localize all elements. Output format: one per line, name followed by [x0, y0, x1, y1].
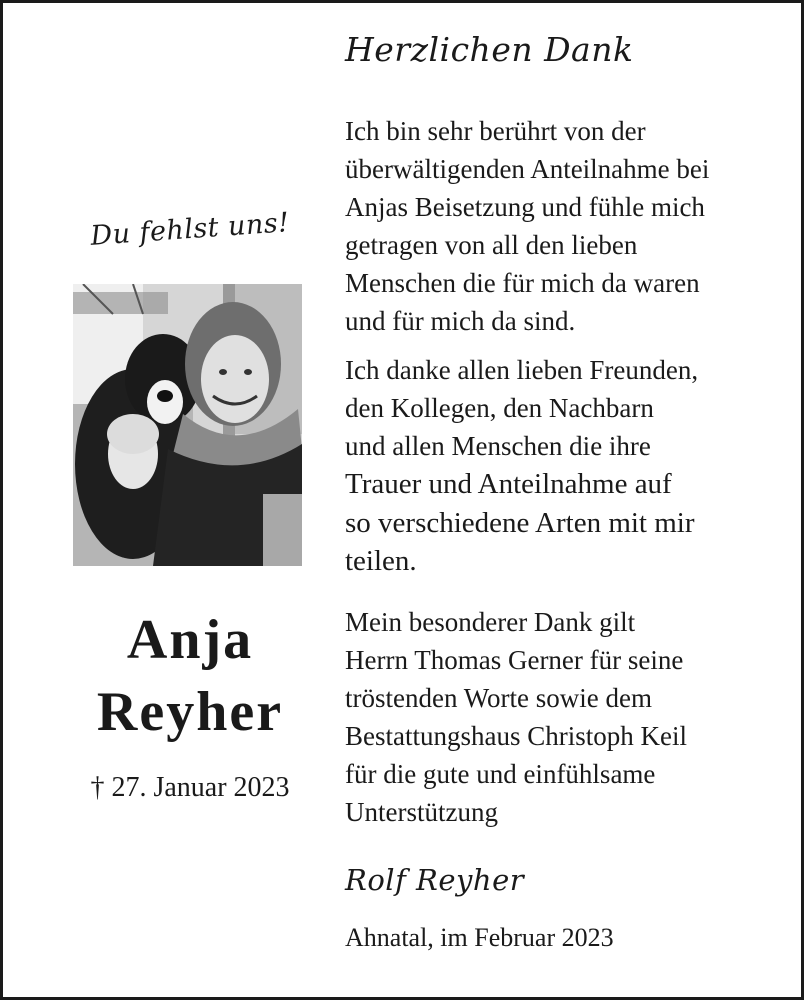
paragraph-1: [345, 112, 709, 340]
text-line: Unterstützung: [345, 797, 498, 827]
paragraph-3: [345, 603, 687, 831]
text-line: für die gute und einfühlsame: [345, 759, 656, 789]
heading-text: Herzlichen Dank: [345, 30, 634, 69]
text-line: Ich danke allen lieben Freunden,: [345, 355, 699, 385]
last-name: Reyher: [96, 681, 284, 743]
text-line: Anjas Beisetzung und fühle mich: [345, 192, 705, 222]
memorial-photo: [73, 284, 302, 566]
text-line: den Kollegen, den Nachbarn: [345, 393, 654, 423]
death-date: † 27. Januar 2023: [90, 772, 290, 803]
text-line: überwältigenden Anteilnahme bei: [345, 154, 710, 184]
place-date: Ahnatal, im Februar 2023: [345, 923, 614, 952]
text-line: teilen.: [345, 545, 417, 577]
text-line: Bestattungshaus Christoph Keil: [345, 721, 687, 751]
text-line: Ich bin sehr berührt von der: [345, 116, 646, 146]
signature: Rolf Reyher: [345, 863, 525, 897]
text-line: und für mich da sind.: [345, 306, 576, 336]
thanks-column: [345, 0, 795, 1000]
text-line: und allen Menschen die ihre: [345, 431, 651, 461]
paragraph-2: [345, 351, 698, 581]
motto-text: Du fehlst uns!: [89, 207, 291, 252]
text-line: Mein besonderer Dank gilt: [345, 607, 636, 637]
text-line: Herrn Thomas Gerner für seine: [345, 645, 684, 675]
first-name: Anja: [126, 609, 254, 671]
text-line: Trauer und Anteilnahme auf: [345, 468, 672, 500]
text-line: tröstenden Worte sowie dem: [345, 683, 653, 713]
text-line: Menschen die für mich da waren: [345, 268, 700, 298]
text-line: so verschiedene Arten mit mir: [345, 506, 695, 539]
text-line: getragen von all den lieben: [345, 230, 638, 260]
memorial-column: [0, 0, 340, 1000]
